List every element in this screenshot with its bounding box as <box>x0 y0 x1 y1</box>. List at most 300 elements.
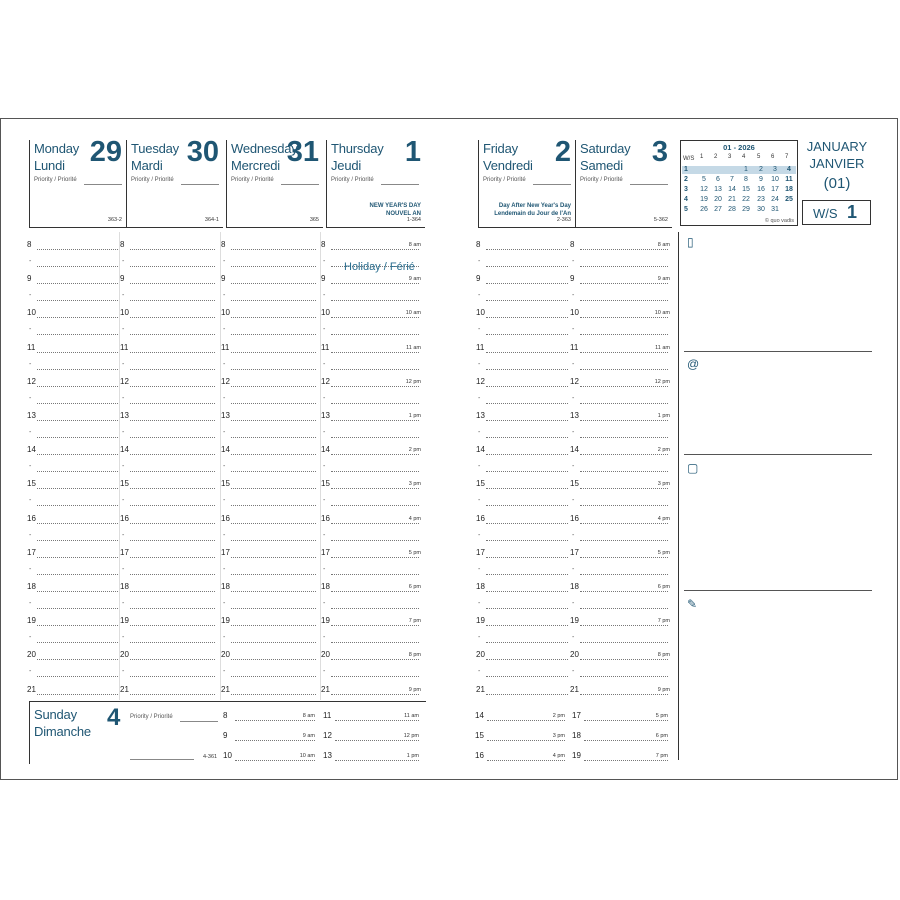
half-hour-line <box>231 608 316 609</box>
hour-label: 14 <box>27 445 36 455</box>
half-hour-mark: - <box>572 258 575 265</box>
half-hour-line <box>331 403 419 404</box>
half-hour-mark: - <box>223 668 226 676</box>
half-hour-mark: - <box>122 360 125 368</box>
sunday-count: 4-361 <box>203 754 218 760</box>
half-hour-mark: - <box>29 565 32 573</box>
half-hour-line <box>37 540 118 541</box>
mini-day: 9 <box>759 176 763 183</box>
hour-label: 8 <box>570 240 575 249</box>
hour-label: 21 <box>221 684 230 694</box>
priority-label: Priority / Priorité <box>483 177 526 183</box>
half-hour-mark: - <box>223 360 226 368</box>
hour-line <box>231 591 316 592</box>
hour-label: 15 <box>570 479 579 489</box>
hour-label: 19 <box>476 616 485 626</box>
hour-label: 10 <box>221 308 230 318</box>
ampm-label: 5 pm <box>657 549 670 556</box>
hour-line <box>37 694 118 695</box>
half-hour-mark: - <box>122 497 125 505</box>
mini-calendar-header <box>682 154 796 164</box>
hour-label: 14 <box>321 445 330 455</box>
half-hour-line <box>486 505 568 506</box>
ampm-label: 8 pm <box>408 652 421 659</box>
half-hour-mark: - <box>122 394 125 402</box>
hour-label: 9 <box>27 274 32 284</box>
notepad-icon: ▢ <box>687 461 699 475</box>
mini-week-number: 4 <box>684 196 688 203</box>
half-hour-mark: - <box>29 634 32 642</box>
day-count: 2-363 <box>556 217 571 223</box>
half-hour-mark: - <box>323 394 326 402</box>
hour-line <box>37 283 118 284</box>
hour-label: 15 <box>321 479 330 489</box>
half-hour-line <box>580 403 668 404</box>
weekday-mark: 1 <box>700 154 704 160</box>
hour-line <box>130 420 215 421</box>
sunday-ampm: 2 pm <box>552 713 565 719</box>
half-hour-mark: - <box>122 531 125 539</box>
hour-label: 19 <box>120 616 129 626</box>
mini-day: 16 <box>757 186 765 193</box>
day-count: 365 <box>309 217 319 223</box>
sunday-ampm: 11 am <box>404 713 419 719</box>
hour-line <box>231 523 316 524</box>
half-hour-line <box>331 505 419 506</box>
mini-day: 5 <box>702 176 706 183</box>
ampm-label: 10 am <box>654 310 670 317</box>
half-hour-mark: - <box>122 565 125 573</box>
weekday-mark: 7 <box>785 154 789 160</box>
ampm-label: 2 pm <box>657 447 670 454</box>
half-hour-mark: - <box>572 600 575 607</box>
hour-label: 12 <box>221 376 230 386</box>
hour-line <box>580 283 668 284</box>
half-hour-mark: - <box>29 531 32 539</box>
half-hour-mark: - <box>478 326 481 334</box>
mini-day: 24 <box>771 196 779 203</box>
hour-label: 18 <box>570 582 579 591</box>
sunday-hour-line <box>584 720 668 721</box>
half-hour-line <box>37 676 118 677</box>
day-number: 3 <box>651 136 668 168</box>
hour-line <box>37 454 118 455</box>
hour-line <box>231 283 316 284</box>
half-hour-line <box>580 300 668 301</box>
half-hour-mark: - <box>223 634 226 642</box>
weekday-mark: 6 <box>771 154 775 160</box>
hour-line <box>231 386 316 387</box>
half-hour-mark: - <box>223 463 226 471</box>
half-hour-mark: - <box>29 429 32 436</box>
ampm-label: 8 pm <box>657 652 670 659</box>
sunday-hour-label: 10 <box>223 751 232 760</box>
ampm-label: 2 pm <box>408 447 421 454</box>
hour-line <box>580 317 668 318</box>
mini-day: 20 <box>714 196 722 203</box>
day-name-en: Wednesday <box>231 141 298 156</box>
ampm-label: 7 pm <box>657 618 670 625</box>
hour-line <box>231 659 316 660</box>
holiday-label: Holiday / Férié <box>344 261 415 273</box>
sunday-hour-label: 15 <box>475 731 484 740</box>
notes-divider-3 <box>684 590 872 591</box>
half-hour-mark: - <box>323 565 326 573</box>
half-hour-mark: - <box>572 292 575 300</box>
half-hour-mark: - <box>29 668 32 676</box>
priority-line <box>181 184 219 185</box>
half-hour-mark: - <box>572 497 575 505</box>
hour-label: 13 <box>321 411 330 420</box>
hour-label: 13 <box>221 411 230 420</box>
half-hour-mark: - <box>478 258 481 265</box>
hour-line <box>130 557 215 558</box>
mini-day: 13 <box>714 186 722 193</box>
hour-line <box>331 386 419 387</box>
hour-label: 11 <box>570 342 579 352</box>
hour-line <box>331 283 419 284</box>
ampm-label: 9 am <box>657 276 670 283</box>
hour-label: 19 <box>221 616 230 626</box>
hour-label: 8 <box>120 240 125 249</box>
mini-day: 19 <box>700 196 708 203</box>
half-hour-line <box>130 403 215 404</box>
half-hour-line <box>331 369 419 370</box>
ampm-label: 11 am <box>655 344 670 351</box>
sunday-ampm: 3 pm <box>552 733 565 739</box>
hour-label: 18 <box>221 582 230 591</box>
day-name-fr: Vendredi <box>483 158 533 173</box>
mini-day: 29 <box>742 206 750 213</box>
hour-line <box>130 591 215 592</box>
half-hour-line <box>580 540 668 541</box>
hour-label: 12 <box>321 376 330 386</box>
half-hour-mark: - <box>29 394 32 402</box>
half-hour-mark: - <box>122 326 125 334</box>
hour-label: 18 <box>27 582 36 591</box>
hour-line <box>580 557 668 558</box>
notes-divider-2 <box>684 454 872 455</box>
half-hour-line <box>580 266 668 267</box>
week-number: 1 <box>847 202 858 222</box>
hour-label: 16 <box>221 513 230 523</box>
day-name-fr: Mardi <box>131 158 163 173</box>
mini-week-number: 5 <box>684 206 688 213</box>
half-hour-mark: - <box>29 463 32 471</box>
hour-line <box>37 591 118 592</box>
half-hour-mark: - <box>572 668 575 676</box>
hour-label: 14 <box>221 445 230 455</box>
hour-line <box>331 454 419 455</box>
ampm-label: 6 pm <box>408 584 421 590</box>
hour-line <box>130 625 215 626</box>
sunday-hour-line <box>487 740 565 741</box>
month-fr: JANVIER <box>809 156 865 171</box>
hour-line <box>130 488 215 489</box>
hour-label: 18 <box>120 582 129 591</box>
half-hour-line <box>130 505 215 506</box>
half-hour-mark: - <box>323 634 326 642</box>
mini-day: 23 <box>757 196 765 203</box>
half-hour-mark: - <box>122 429 125 436</box>
hour-line <box>37 625 118 626</box>
hour-line <box>486 557 568 558</box>
hour-line <box>37 659 118 660</box>
mini-day: 11 <box>785 176 793 183</box>
hour-line <box>580 352 668 353</box>
month-num: (01) <box>823 175 851 192</box>
hour-line <box>231 557 316 558</box>
hour-line <box>231 625 316 626</box>
half-hour-line <box>486 471 568 472</box>
half-hour-mark: - <box>478 463 481 471</box>
hour-label: 18 <box>321 582 330 591</box>
mini-day: 25 <box>785 196 793 203</box>
hour-line <box>486 591 568 592</box>
half-hour-mark: - <box>478 531 481 539</box>
hour-label: 21 <box>476 684 485 694</box>
sunday-hour-label: 13 <box>323 751 332 760</box>
hour-line <box>486 352 568 353</box>
day-header-3 <box>326 136 425 228</box>
hour-line <box>331 591 419 592</box>
sunday-hour-line <box>584 760 668 761</box>
ampm-label: 4 pm <box>657 515 670 522</box>
hour-line <box>486 488 568 489</box>
half-hour-line <box>130 540 215 541</box>
hour-label: 17 <box>221 547 230 557</box>
hour-label: 20 <box>321 650 330 660</box>
half-hour-line <box>37 437 118 438</box>
hour-line <box>580 659 668 660</box>
ampm-label: 7 pm <box>408 618 421 625</box>
sunday-ampm: 10 am <box>299 753 315 759</box>
half-hour-line <box>231 642 316 643</box>
sunday-num: 4 <box>107 704 121 731</box>
half-hour-mark: - <box>122 292 125 300</box>
half-hour-line <box>580 471 668 472</box>
half-hour-line <box>486 574 568 575</box>
hour-line <box>37 557 118 558</box>
sunday-hour-line <box>584 740 668 741</box>
hour-line <box>331 420 419 421</box>
hour-line <box>331 249 419 250</box>
half-hour-line <box>486 540 568 541</box>
half-hour-line <box>37 471 118 472</box>
half-hour-line <box>130 471 215 472</box>
mini-week-number: 1 <box>684 166 688 173</box>
sunday-hour-label: 19 <box>572 751 581 760</box>
half-hour-mark: - <box>122 463 125 471</box>
half-hour-mark: - <box>478 292 481 300</box>
sunday-hour-label: 17 <box>572 711 581 720</box>
day-count: 364-1 <box>204 217 219 223</box>
half-hour-mark: - <box>122 258 125 265</box>
day-note: NEW YEAR'S DAY NOUVEL AN <box>369 203 421 217</box>
ampm-label: 6 pm <box>657 584 670 590</box>
hour-label: 15 <box>120 479 129 489</box>
half-hour-mark: - <box>572 463 575 471</box>
half-hour-line <box>37 608 118 609</box>
half-hour-mark: - <box>572 326 575 334</box>
half-hour-line <box>130 437 215 438</box>
half-hour-mark: - <box>572 394 575 402</box>
sunday-hour-line <box>335 740 419 741</box>
half-hour-mark: - <box>223 292 226 300</box>
ampm-label: 10 am <box>405 310 421 317</box>
half-hour-mark: - <box>572 634 575 642</box>
hour-label: 15 <box>27 479 36 489</box>
hour-label: 8 <box>321 240 326 249</box>
mini-day: 18 <box>785 186 793 193</box>
half-hour-line <box>486 266 568 267</box>
hour-label: 20 <box>221 650 230 660</box>
sunday-ampm: 7 pm <box>655 753 668 759</box>
hour-line <box>486 694 568 695</box>
hour-label: 21 <box>120 684 129 694</box>
half-hour-mark: - <box>572 531 575 539</box>
mini-day: 17 <box>771 186 779 193</box>
half-hour-line <box>331 300 419 301</box>
hour-line <box>486 249 568 250</box>
hour-label: 10 <box>321 308 330 318</box>
half-hour-line <box>580 676 668 677</box>
half-hour-mark: - <box>478 429 481 436</box>
mini-calendar <box>680 140 798 226</box>
half-hour-line <box>130 608 215 609</box>
sunday-hour-line <box>335 720 419 721</box>
day-number: 29 <box>89 136 122 168</box>
hour-label: 18 <box>476 582 485 591</box>
half-hour-line <box>580 505 668 506</box>
day-name-en: Friday <box>483 141 518 156</box>
hour-line <box>580 523 668 524</box>
column-separator <box>320 232 321 700</box>
pen-icon: ✎ <box>687 597 698 611</box>
half-hour-line <box>231 505 316 506</box>
mini-day: 28 <box>728 206 736 213</box>
mini-day: 14 <box>728 186 736 193</box>
half-hour-mark: - <box>29 497 32 505</box>
hour-line <box>331 523 419 524</box>
priority-label: Priority / Priorité <box>34 177 77 183</box>
mini-ws-label: W/S <box>683 156 695 162</box>
half-hour-line <box>331 676 419 677</box>
mini-day: 30 <box>757 206 765 213</box>
day-name-fr: Jeudi <box>331 158 362 173</box>
hour-line <box>231 317 316 318</box>
half-hour-mark: - <box>478 394 481 402</box>
hour-line <box>37 352 118 353</box>
day-header-0 <box>29 136 126 228</box>
half-hour-line <box>231 540 316 541</box>
hour-label: 12 <box>570 376 579 386</box>
sunday-ampm: 4 pm <box>552 753 565 759</box>
hour-line <box>580 625 668 626</box>
hour-label: 17 <box>476 547 485 557</box>
half-hour-mark: - <box>223 394 226 402</box>
hour-label: 10 <box>27 308 36 318</box>
sunday-hour-label: 14 <box>475 711 484 720</box>
half-hour-line <box>486 300 568 301</box>
half-hour-mark: - <box>323 258 326 265</box>
half-hour-line <box>331 608 419 609</box>
half-hour-line <box>231 369 316 370</box>
hour-line <box>231 488 316 489</box>
hour-line <box>130 352 215 353</box>
half-hour-line <box>331 574 419 575</box>
half-hour-line <box>580 334 668 335</box>
day-number: 1 <box>404 136 421 168</box>
half-hour-line <box>130 676 215 677</box>
mini-day: 21 <box>728 196 736 203</box>
hour-line <box>231 352 316 353</box>
half-hour-line <box>130 369 215 370</box>
hour-label: 9 <box>570 274 575 284</box>
half-hour-mark: - <box>323 292 326 300</box>
hour-line <box>37 420 118 421</box>
half-hour-line <box>231 266 316 267</box>
mini-day: 2 <box>759 166 763 173</box>
hour-line <box>231 249 316 250</box>
hour-line <box>486 454 568 455</box>
half-hour-mark: - <box>29 360 32 368</box>
half-hour-line <box>231 334 316 335</box>
hour-line <box>130 283 215 284</box>
priority-line <box>84 184 122 185</box>
hour-label: 12 <box>476 376 485 386</box>
mini-calendar-week-row <box>682 196 796 205</box>
hour-label: 12 <box>120 376 129 386</box>
hour-label: 9 <box>221 274 226 284</box>
half-hour-mark: - <box>323 497 326 505</box>
half-hour-mark: - <box>323 531 326 539</box>
sunday-hour-label: 12 <box>323 731 332 740</box>
half-hour-mark: - <box>122 634 125 642</box>
half-hour-mark: - <box>478 565 481 573</box>
hour-label: 20 <box>120 650 129 660</box>
half-hour-mark: - <box>223 258 226 265</box>
sunday-hour-label: 8 <box>223 711 228 720</box>
day-name-fr: Lundi <box>34 158 65 173</box>
mini-day: 6 <box>716 176 720 183</box>
sunday-ampm: 12 pm <box>403 733 419 739</box>
mini-calendar-title: 01 - 2026 <box>723 143 755 152</box>
hour-line <box>37 249 118 250</box>
sunday-hour-line <box>335 760 419 761</box>
day-header-r0 <box>478 136 575 228</box>
ampm-label: 12 pm <box>654 378 670 385</box>
mini-day: 31 <box>771 206 779 213</box>
hour-label: 13 <box>570 411 579 420</box>
half-hour-line <box>130 300 215 301</box>
day-number: 2 <box>554 136 571 168</box>
sunday-hour-line <box>235 720 315 721</box>
half-hour-line <box>580 574 668 575</box>
hour-label: 11 <box>221 342 230 352</box>
mini-week-number: 3 <box>684 186 688 193</box>
hour-label: 15 <box>476 479 485 489</box>
half-hour-mark: - <box>478 497 481 505</box>
half-hour-line <box>486 403 568 404</box>
sunday-line <box>130 759 194 760</box>
hour-label: 16 <box>321 513 330 523</box>
hour-line <box>130 659 215 660</box>
mini-day: 8 <box>744 176 748 183</box>
hour-line <box>486 659 568 660</box>
day-header-r1 <box>575 136 672 228</box>
sunday-hour-label: 16 <box>475 751 484 760</box>
